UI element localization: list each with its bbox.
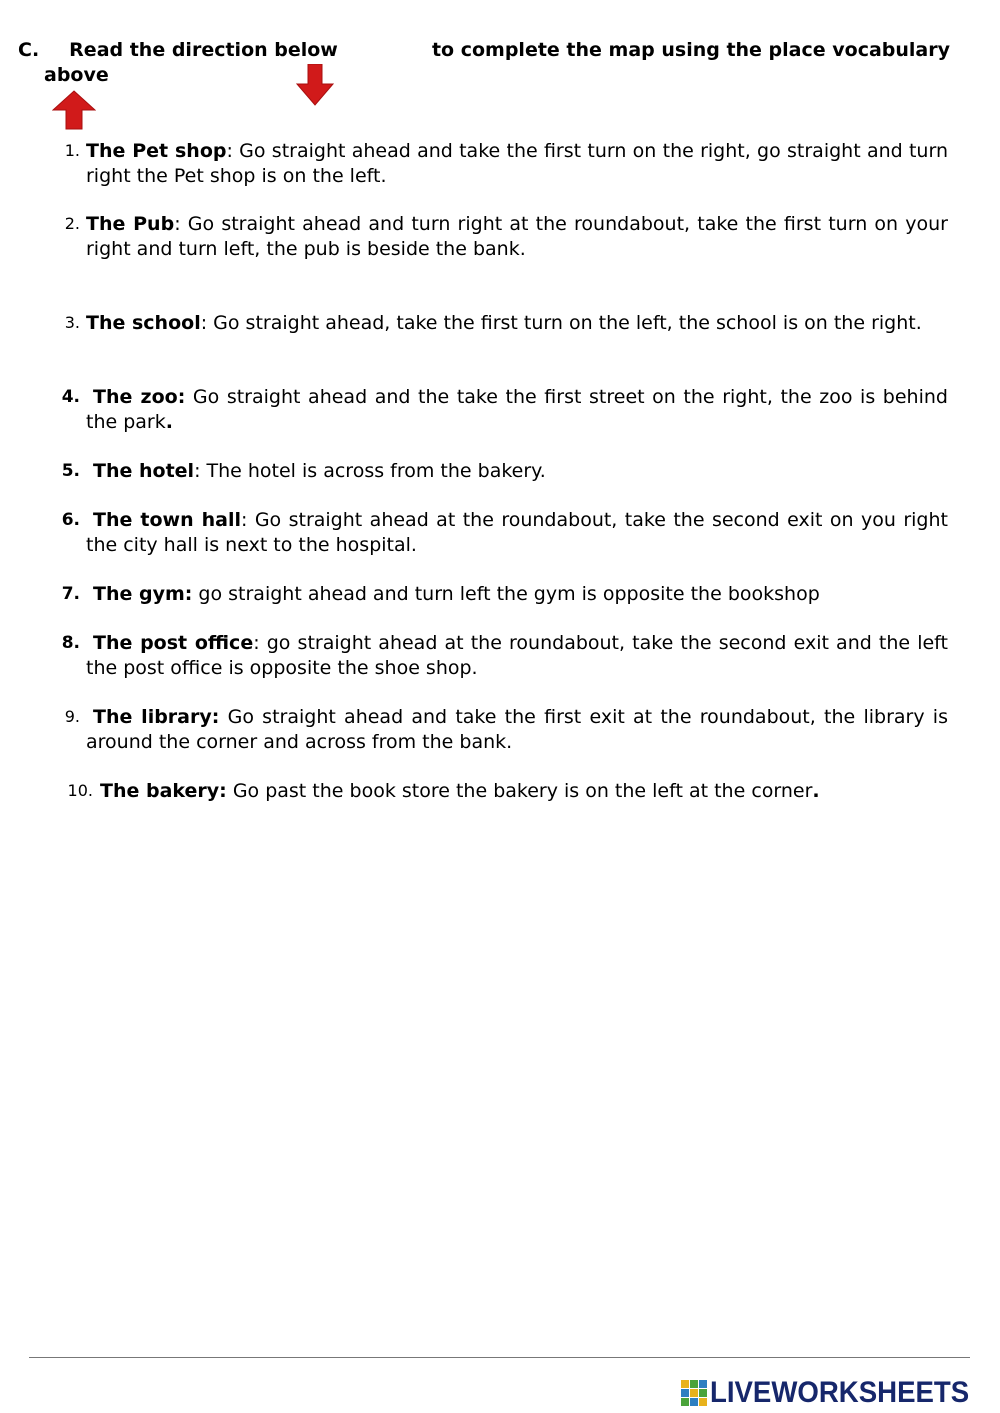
item-number: 2. xyxy=(64,214,80,233)
place-name: The Pet shop xyxy=(86,140,227,162)
direction-text: Go straight ahead and take the first exit at the roundabout, the library is around the corner and across from the bank. xyxy=(86,706,948,753)
place-name: The hotel xyxy=(93,460,195,482)
direction-text: : go straight ahead at the roundabout, take the second exit and the left the post office is opposite the shoe shop. xyxy=(86,632,948,679)
item-number: 9. xyxy=(64,707,80,726)
item-number: 5. xyxy=(61,461,80,481)
list-item xyxy=(86,212,948,261)
list-item xyxy=(86,779,948,804)
place-name: The post office xyxy=(93,632,254,654)
list-item xyxy=(86,311,948,336)
place-name: The gym: xyxy=(93,583,193,605)
place-name: The Pub xyxy=(86,213,175,235)
list-item xyxy=(86,508,948,557)
list-item xyxy=(86,705,948,754)
list-item xyxy=(86,631,948,680)
direction-text: : Go straight ahead, take the first turn on the left, the school is on the right. xyxy=(200,312,922,334)
direction-text: : Go straight ahead and take the first turn on the right, go straight and turn right the Pet shop is on the left. xyxy=(86,140,948,187)
direction-text: : Go straight ahead and turn right at the roundabout, take the first turn on your right and turn left, the pub is beside the bank. xyxy=(86,213,948,260)
end-punctuation: . xyxy=(812,780,820,802)
logo-text: LIVEWORKSHEETS xyxy=(710,1376,970,1409)
item-number: 6. xyxy=(61,510,80,530)
liveworksheets-logo xyxy=(680,1376,992,1410)
section-heading xyxy=(18,38,950,88)
place-name: The town hall xyxy=(93,509,241,531)
place-name: The library: xyxy=(93,706,220,728)
item-number: 1. xyxy=(64,141,80,160)
place-name: The school xyxy=(86,312,201,334)
list-item xyxy=(86,385,948,434)
end-punctuation: . xyxy=(165,410,173,433)
heading-part3: above xyxy=(44,64,109,86)
place-name: The zoo: xyxy=(93,386,186,408)
list-item xyxy=(86,459,948,484)
section-letter: C. xyxy=(18,39,40,61)
down-arrow-icon xyxy=(296,64,334,106)
list-item xyxy=(86,582,948,607)
item-number: 8. xyxy=(61,633,80,653)
list-item xyxy=(86,139,948,188)
footer-divider xyxy=(29,1357,970,1358)
logo-grid-icon xyxy=(680,1379,708,1407)
direction-text: Go past the book store the bakery is on the left at the corner xyxy=(226,780,813,802)
place-name: The bakery: xyxy=(100,780,227,802)
item-number: 7. xyxy=(61,584,80,604)
direction-text: Go straight ahead and the take the first street on the right, the zoo is behind the park xyxy=(86,386,948,433)
direction-text: : The hotel is across from the bakery. xyxy=(194,460,546,482)
direction-text: go straight ahead and turn left the gym is opposite the bookshop xyxy=(192,583,820,605)
heading-part2: to complete the map using the place vocabulary xyxy=(431,39,950,61)
heading-part1: Read the direction below xyxy=(69,39,338,61)
up-arrow-icon xyxy=(52,90,96,130)
item-number: 4. xyxy=(61,387,80,407)
direction-text: : Go straight ahead at the roundabout, take the second exit on you right the city hall is next to the hospital. xyxy=(86,509,948,556)
item-number: 3. xyxy=(64,313,80,332)
item-number: 10. xyxy=(67,781,93,800)
